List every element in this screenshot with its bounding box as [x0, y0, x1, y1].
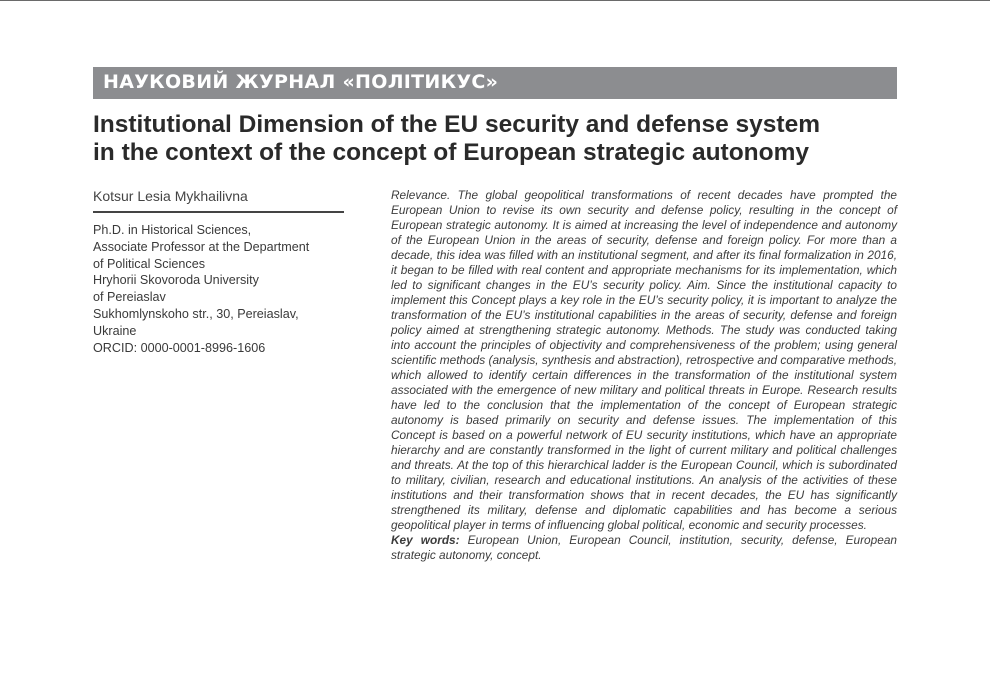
affiliation-line: of Political Sciences: [93, 256, 205, 271]
article-title: [93, 111, 913, 167]
abstract-text: Relevance. The global geopolitical transformations of recent decades have prompted the European Union to revise its own security and defense policy, resulting in the concept of European strategic autonomy. It is aimed at increasing the level of independence and autonomy of the European Union in the areas of security, defense and foreign policy. For more than a decade, this idea was filled with an institutional segment, and after its final formalization in 2016, it began to be filled with real content and appropriate mechanisms for its implementation, which led to significant changes in the EU’s security policy. Aim. Since the institutional capacity to implement this Concept plays a key role in the EU’s security policy, it is important to analyze the transformation of the EU’s institutional capabilities in the areas of security, defense and foreign policy aimed at strengthening strategic autonomy. Methods. The study was conducted taking into account the principles of objectivity and comprehensiveness of the problem; using general scientific methods (analysis, synthesis and abstraction), retrospective and comparative methods, which allowed to identify certain differences in the transformation of the institutional system associated with the emergence of new military and political threats in Europe. Research results have led to the conclusion that the implementation of the concept of European strategic autonomy is based primarily on security and defense issues. The implementation of this Concept is based on a powerful network of EU security institutions, which have an appropriate hierarchy and are constantly transformed in the light of current military and political challenges and threats. At the top of this hierarchical ladder is the European Council, which is subordinated to military, civilian, research and educational institutions. An analysis of the activities of these institutions and their transformation shows that in recent decades, the EU has significantly strengthened its military, defense and diplomatic capabilities and has become a serious geopolitical player in terms of influencing global political, economic and security processes.: [391, 188, 897, 532]
orcid-line: ORCID: 0000-0001-8996-1606: [93, 340, 266, 355]
journal-header-band: [93, 67, 897, 99]
article-title-line-2: in the context of the concept of European strategic autonomy: [93, 139, 810, 166]
author-affiliation: [93, 222, 353, 356]
page-top-border: [0, 0, 990, 1]
abstract: [391, 188, 897, 563]
journal-name: НАУКОВИЙ ЖУРНАЛ «ПОЛІТИКУС»: [103, 71, 499, 93]
affiliation-line: Ukraine: [93, 323, 137, 338]
keywords-paragraph: [391, 533, 897, 563]
author-name: Kotsur Lesia Mykhailivna: [93, 188, 248, 204]
affiliation-line: Associate Professor at the Department: [93, 239, 310, 254]
affiliation-line: Hryhorii Skovoroda University: [93, 273, 259, 288]
article-title-line-1: Institutional Dimension of the EU security and defense system: [93, 111, 820, 138]
affiliation-line: Ph.D. in Historical Sciences,: [93, 223, 252, 237]
keywords-label: Key words:: [391, 533, 460, 547]
author-divider: [93, 211, 344, 213]
keywords-text: European Union, European Council, institution, security, defense, European strategic autonomy, concept.: [391, 533, 897, 562]
affiliation-line: of Pereiaslav: [93, 290, 166, 305]
affiliation-line: Sukhomlynskoho str., 30, Pereiaslav,: [93, 306, 299, 321]
